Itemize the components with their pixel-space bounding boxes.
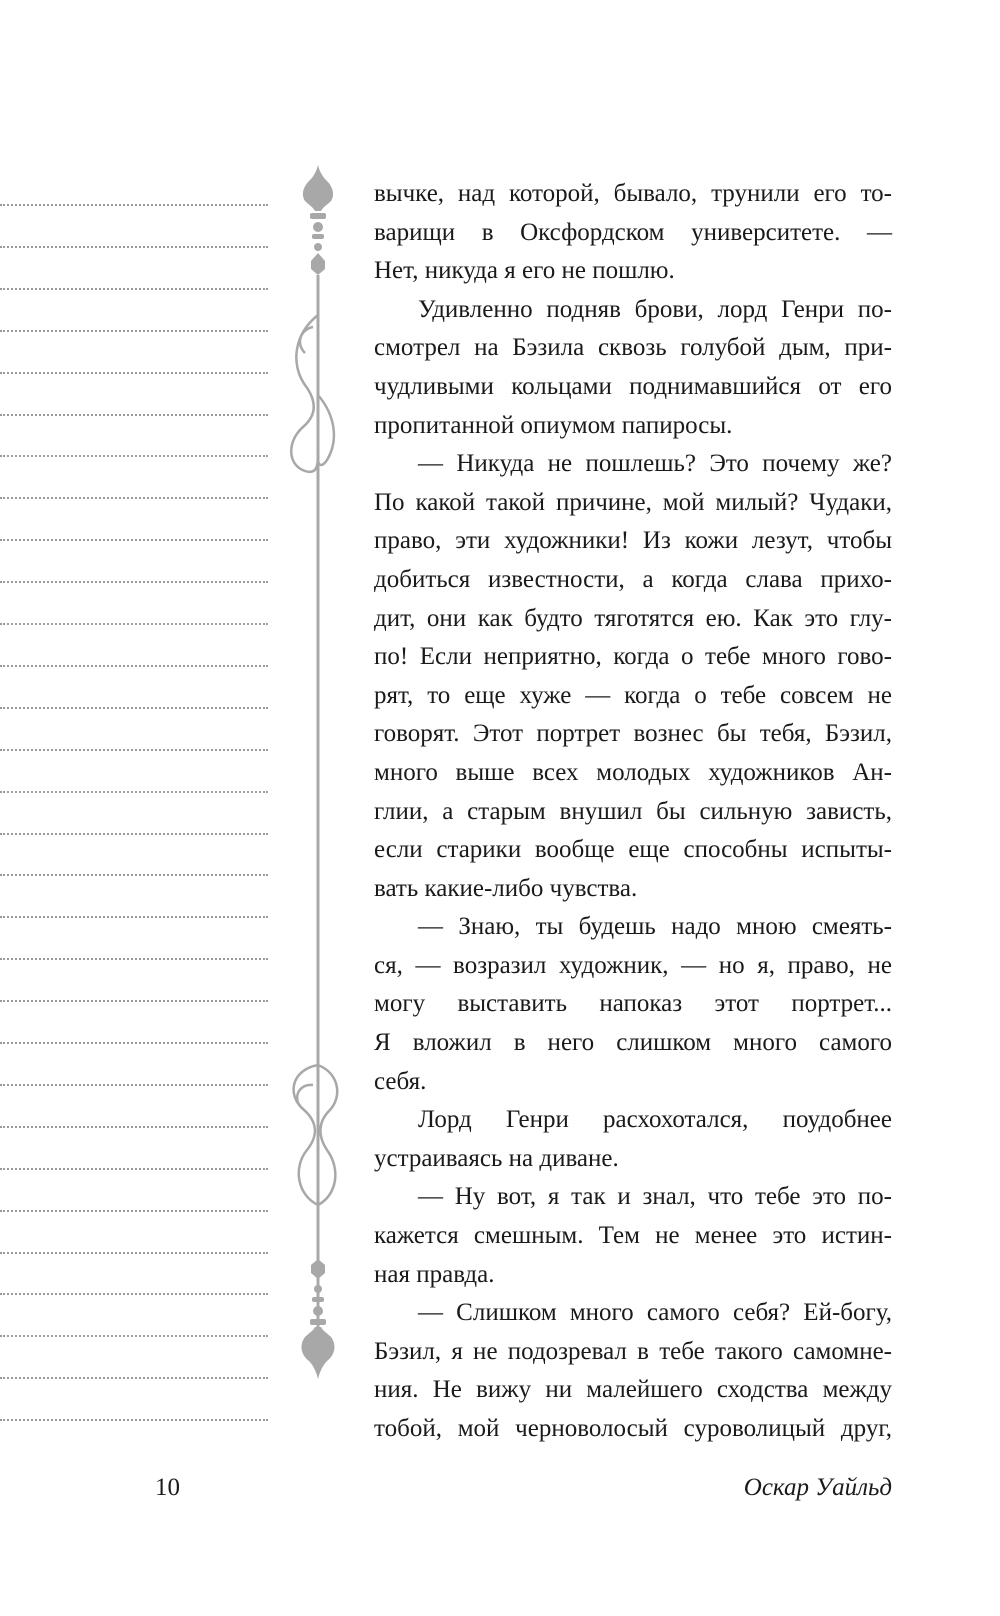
text-line: вычке, над которой, бывало, трунили его то- [374,180,892,207]
notes-lines-area [0,180,268,1450]
text-line: Удивленно подняв брови, лорд Генри по- [418,295,892,323]
text-line: право, эти художники! Из кожи лезут, чтобы [374,527,892,555]
text-line: чудливыми кольцами поднимавшийся от его [374,372,892,400]
note-line [0,1377,268,1379]
bottom-finial-ornament [302,1259,335,1379]
text-line: Нет, никуда я его не пошлю. [374,257,675,285]
note-line [0,958,268,960]
text-line: Лорд Генри расхохотался, поудобнее [418,1106,892,1134]
note-line [0,749,268,751]
note-line [0,623,268,625]
text-line: ная правда. [374,1260,495,1288]
note-line [0,1084,268,1086]
text-line: ния. Не вижу ни малейшего сходства между [374,1376,892,1404]
upper-flourish-ornament [291,315,334,472]
note-line [0,1293,268,1295]
lower-flourish-ornament [294,1065,338,1205]
text-line: рят, то еще хуже — когда о тебе совсем не [374,681,892,709]
note-line [0,1335,268,1337]
top-finial-ornament [303,165,333,275]
note-line [0,581,268,583]
note-line [0,539,268,541]
note-line [0,330,268,332]
note-line [0,1000,268,1002]
note-line [0,497,268,499]
note-line [0,1419,268,1421]
text-line: себя. [374,1067,427,1095]
text-line: ся, — возразил художник, — но я, право, не [374,951,892,979]
text-line: тобой, мой черноволосый суроволицый друг, [374,1415,892,1442]
note-line [0,414,268,416]
note-line [0,204,268,206]
note-line [0,372,268,374]
text-line: устраиваясь на диване. [374,1144,619,1172]
text-line: По какой такой причине, мой милый? Чудаки, [374,488,892,516]
text-line: могу выставить напоказ этот портрет... [374,990,892,1018]
text-line: Бэзил, я не подозревал в тебе такого самомне- [374,1337,892,1365]
note-line [0,1126,268,1128]
text-line: смотрел на Бэзила сквозь голубой дым, при- [374,334,892,362]
note-line [0,916,268,918]
note-line [0,1042,268,1044]
text-line: говорят. Этот портрет вознес бы тебя, Бэзил, [374,720,892,748]
note-line [0,791,268,793]
body-text [374,175,892,1449]
note-line [0,707,268,709]
text-line: — Никуда не пошлешь? Это почему же? [418,450,892,478]
text-line: если старики вообще еще способны испыты- [374,836,892,864]
text-line: варищи в Оксфордском университете. — [374,218,892,246]
note-line [0,288,268,290]
text-line: много выше всех молодых художников Ан- [374,758,892,786]
running-footer-author: Оскар Уайльд [743,1474,892,1501]
decorative-ornament-column [283,165,353,1455]
text-line: — Знаю, ты будешь надо мною смеять- [418,913,892,941]
text-line: дит, они как будто тяготятся ею. Как это глу- [374,604,892,632]
note-line [0,1168,268,1170]
text-line: Я вложил в него слишком много самого [374,1029,892,1057]
text-line: — Слишком много самого себя? Ей-богу, [418,1299,892,1327]
text-line: — Ну вот, я так и знал, что тебе это по- [418,1183,892,1211]
note-line [0,455,268,457]
text-line: по! Если неприятно, когда о тебе много гово- [374,643,892,671]
text-line: глии, а старым внушил бы сильную зависть, [374,797,892,825]
note-line [0,1252,268,1254]
note-line [0,833,268,835]
note-line [0,665,268,667]
text-line: кажется смешным. Тем не менее это истин- [374,1222,892,1250]
text-line: добиться известности, а когда слава прихо- [374,565,892,593]
note-line [0,1210,268,1212]
text-line: пропитанной опиумом папиросы. [374,411,733,439]
note-line [0,246,268,248]
note-line [0,874,268,876]
text-line: вать какие-либо чувства. [374,874,638,902]
page-number: 10 [155,1474,180,1501]
